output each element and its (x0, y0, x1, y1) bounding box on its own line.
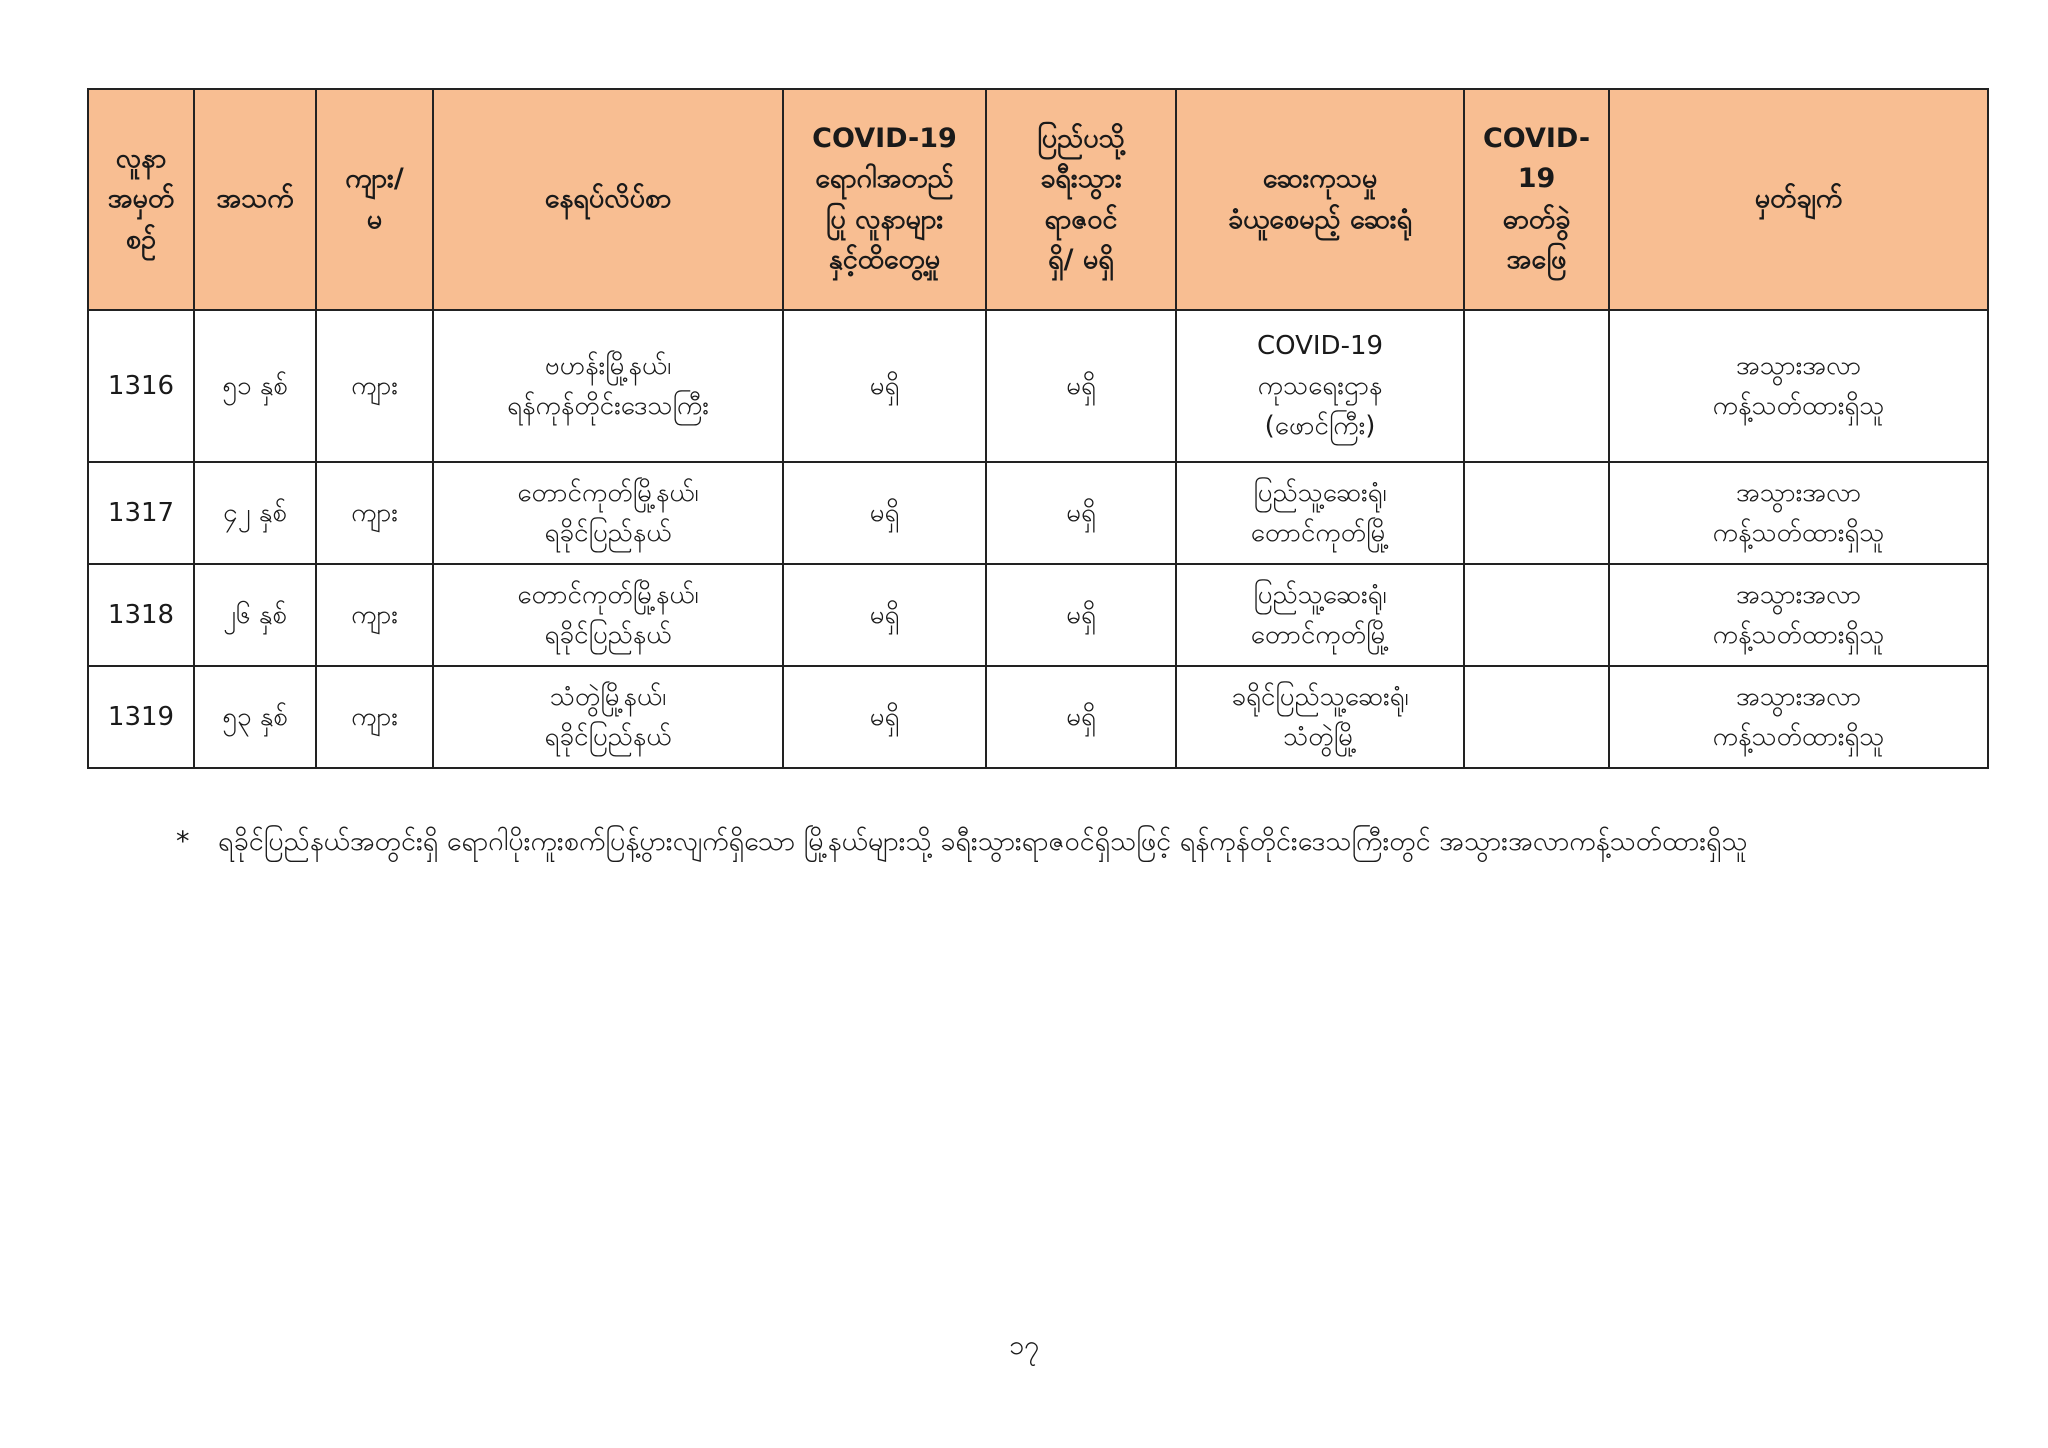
cell-case-number: 1319 (88, 666, 194, 768)
footnote (176, 820, 1936, 865)
cell-age: ၄၂ နှစ် (194, 462, 316, 564)
cell-address: သံတွဲမြို့နယ်၊ ရခိုင်ပြည်နယ် (433, 666, 783, 768)
cell-sex: ကျား (316, 310, 433, 462)
footnote-text: ရခိုင်ပြည်နယ်အတွင်းရှိ ရောဂါပိုးကူးစက်ပြန့်ပွားလျက်ရှိသော မြို့နယ်များသို့ ခရီးသွားရာဇဝင်ရှိသဖြင့် ရန်ကုန်တိုင်းဒေသကြီးတွင် အသွားအလာကန့်သတ်ထားရှိသူ (218, 826, 1748, 857)
cell-remark: အသွားအလာ ကန့်သတ်ထားရှိသူ (1609, 310, 1988, 462)
header-travel-history: ပြည်ပသို့ ခရီးသွား ရာဇဝင် ရှိ/ မရှိ (986, 89, 1176, 310)
cell-hospital: ပြည်သူ့ဆေးရုံ၊ တောင်ကုတ်မြို့ (1176, 462, 1464, 564)
cell-case-number: 1316 (88, 310, 194, 462)
cell-lab-result (1464, 666, 1609, 768)
cell-hospital: ပြည်သူ့ဆေးရုံ၊ တောင်ကုတ်မြို့ (1176, 564, 1464, 666)
header-lab-result: COVID- 19 ဓာတ်ခွဲ အဖြေ (1464, 89, 1609, 310)
cell-address: ဗဟန်းမြို့နယ်၊ ရန်ကုန်တိုင်းဒေသကြီး (433, 310, 783, 462)
cell-remark: အသွားအလာ ကန့်သတ်ထားရှိသူ (1609, 666, 1988, 768)
cell-age: ၅၃ နှစ် (194, 666, 316, 768)
cell-travel-history: မရှိ (986, 462, 1176, 564)
cell-remark: အသွားအလာ ကန့်သတ်ထားရှိသူ (1609, 462, 1988, 564)
footnote-marker: * (176, 826, 190, 857)
cell-age: ၂၆ နှစ် (194, 564, 316, 666)
cell-travel-history: မရှိ (986, 310, 1176, 462)
cell-contact: မရှိ (783, 462, 986, 564)
table-row (88, 462, 1988, 564)
cell-sex: ကျား (316, 462, 433, 564)
cell-travel-history: မရှိ (986, 666, 1176, 768)
cell-lab-result (1464, 310, 1609, 462)
cell-address: တောင်ကုတ်မြို့နယ်၊ ရခိုင်ပြည်နယ် (433, 564, 783, 666)
cell-contact: မရှိ (783, 564, 986, 666)
cell-address: တောင်ကုတ်မြို့နယ်၊ ရခိုင်ပြည်နယ် (433, 462, 783, 564)
header-age: အသက် (194, 89, 316, 310)
cell-remark: အသွားအလာ ကန့်သတ်ထားရှိသူ (1609, 564, 1988, 666)
table-header-row (88, 89, 1988, 310)
header-case-number: လူနာ အမှတ် စဉ် (88, 89, 194, 310)
cell-contact: မရှိ (783, 666, 986, 768)
case-table (87, 88, 1989, 769)
page-number: ၁၇ (1008, 1330, 1040, 1361)
cell-case-number: 1318 (88, 564, 194, 666)
header-remark: မှတ်ချက် (1609, 89, 1988, 310)
table-row (88, 310, 1988, 462)
cell-hospital: ခရိုင်ပြည်သူ့ဆေးရုံ၊ သံတွဲမြို့ (1176, 666, 1464, 768)
cell-sex: ကျား (316, 666, 433, 768)
header-hospital: ဆေးကုသမှု ခံယူစေမည့် ဆေးရုံ (1176, 89, 1464, 310)
cell-lab-result (1464, 564, 1609, 666)
cell-case-number: 1317 (88, 462, 194, 564)
header-sex: ကျား/ မ (316, 89, 433, 310)
cell-sex: ကျား (316, 564, 433, 666)
table-row (88, 666, 1988, 768)
cell-hospital: COVID-19 ကုသရေးဌာန (ဖောင်ကြီး) (1176, 310, 1464, 462)
cell-age: ၅၁ နှစ် (194, 310, 316, 462)
cell-lab-result (1464, 462, 1609, 564)
header-address: နေရပ်လိပ်စာ (433, 89, 783, 310)
table-row (88, 564, 1988, 666)
cell-travel-history: မရှိ (986, 564, 1176, 666)
cell-contact: မရှိ (783, 310, 986, 462)
header-contact: COVID-19 ရောဂါအတည် ပြု လူနာများ နှင့်ထိတွေ့မှု (783, 89, 986, 310)
